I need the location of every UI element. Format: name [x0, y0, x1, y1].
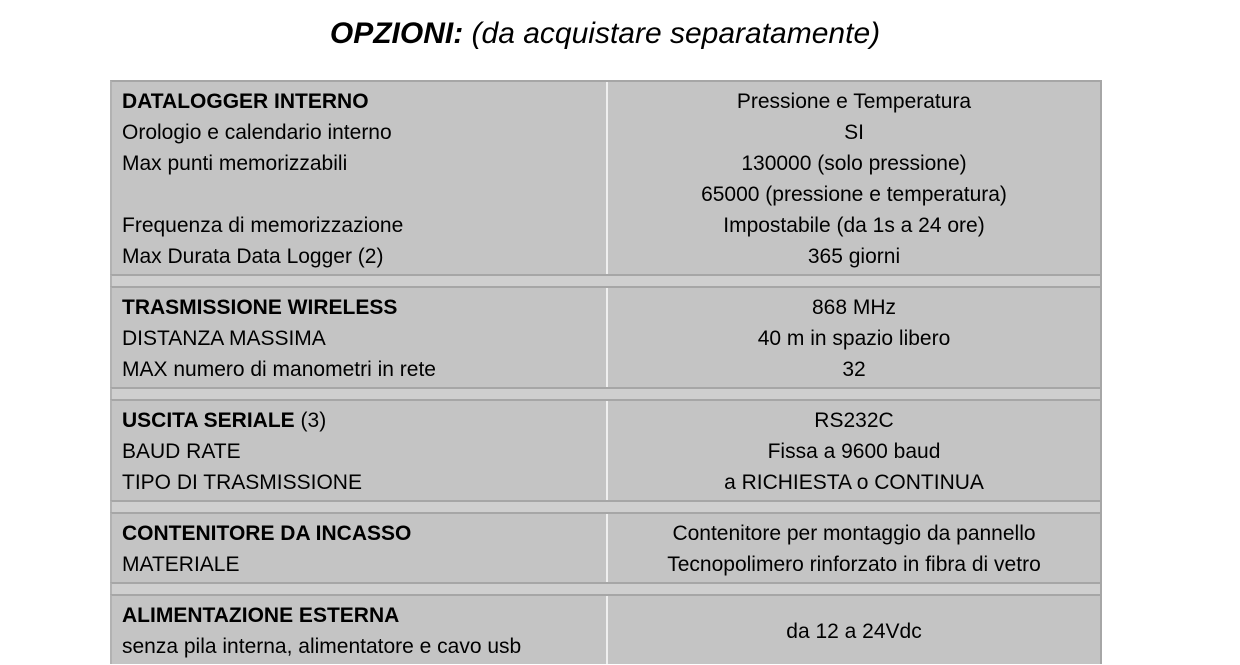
section-enclosure-labels: [112, 514, 608, 582]
serial-header-note: (3): [294, 409, 327, 432]
section-wireless-values: [608, 288, 1100, 387]
section-divider: [110, 274, 1102, 286]
power-row-label: senza pila interna, alimentatore e cavo usb: [122, 635, 522, 658]
power-header-value: da 12 a 24Vdc: [786, 619, 922, 643]
wireless-header: TRASMISSIONE WIRELESS: [122, 296, 398, 319]
datalogger-row-label: Max punti memorizzabili: [122, 152, 348, 175]
section-serial-values: [608, 401, 1100, 500]
wireless-row-value: 40 m in spazio libero: [757, 327, 951, 350]
serial-header-value: RS232C: [814, 409, 894, 432]
datalogger-row-label: Max Durata Data Logger (2): [122, 245, 384, 268]
datalogger-row-label: Frequenza di memorizzazione: [122, 214, 404, 237]
serial-row-label: TIPO DI TRASMISSIONE: [122, 471, 362, 494]
datalogger-row-value: 365 giorni: [807, 245, 901, 268]
enclosure-row-label: MATERIALE: [122, 553, 240, 576]
wireless-row-value: 32: [842, 358, 866, 381]
wireless-row-label: DISTANZA MASSIMA: [122, 327, 326, 350]
datalogger-row-value: 130000 (solo pressione): [741, 152, 967, 175]
section-power-values: [608, 596, 1100, 664]
blank-line: [122, 179, 596, 210]
section-datalogger: [110, 80, 1102, 274]
datalogger-header: DATALOGGER INTERNO: [122, 90, 369, 113]
datalogger-header-value: Pressione e Temperatura: [736, 90, 972, 113]
enclosure-row-value: Tecnopolimero rinforzato in fibra di vetro: [667, 553, 1041, 576]
section-divider: [110, 500, 1102, 512]
datalogger-row-label: Orologio e calendario interno: [122, 121, 392, 144]
title-subtitle: (da acquistare separatamente): [463, 17, 881, 50]
datalogger-row-value: 65000 (pressione e temperatura): [701, 183, 1007, 206]
serial-header: USCITA SERIALE: [122, 409, 295, 432]
wireless-header-value: 868 MHz: [811, 296, 897, 319]
power-header: ALIMENTAZIONE ESTERNA: [122, 604, 400, 627]
enclosure-header: CONTENITORE DA INCASSO: [122, 522, 412, 545]
section-divider: [110, 582, 1102, 594]
options-table: [110, 80, 1102, 664]
serial-row-value: Fissa a 9600 baud: [767, 440, 941, 463]
section-datalogger-values: [608, 82, 1100, 274]
enclosure-header-value: Contenitore per montaggio da pannello: [672, 522, 1036, 545]
serial-header-line: [122, 405, 596, 436]
section-datalogger-labels: [112, 82, 608, 274]
datalogger-row-value: SI: [844, 121, 864, 144]
serial-row-value: a RICHIESTA o CONTINUA: [724, 471, 984, 494]
section-power: [110, 594, 1102, 664]
section-divider: [110, 387, 1102, 399]
section-serial: [110, 399, 1102, 500]
title-strong: OPZIONI:: [329, 17, 464, 50]
section-serial-labels: [112, 401, 608, 500]
serial-row-label: BAUD RATE: [122, 440, 241, 463]
section-wireless: [110, 286, 1102, 387]
section-enclosure: [110, 512, 1102, 582]
datalogger-row-value: Impostabile (da 1s a 24 ore): [723, 214, 985, 237]
page-title: [0, 14, 1210, 54]
section-wireless-labels: [112, 288, 608, 387]
section-power-labels: [112, 596, 608, 664]
section-enclosure-values: [608, 514, 1100, 582]
wireless-row-label: MAX numero di manometri in rete: [122, 358, 436, 381]
